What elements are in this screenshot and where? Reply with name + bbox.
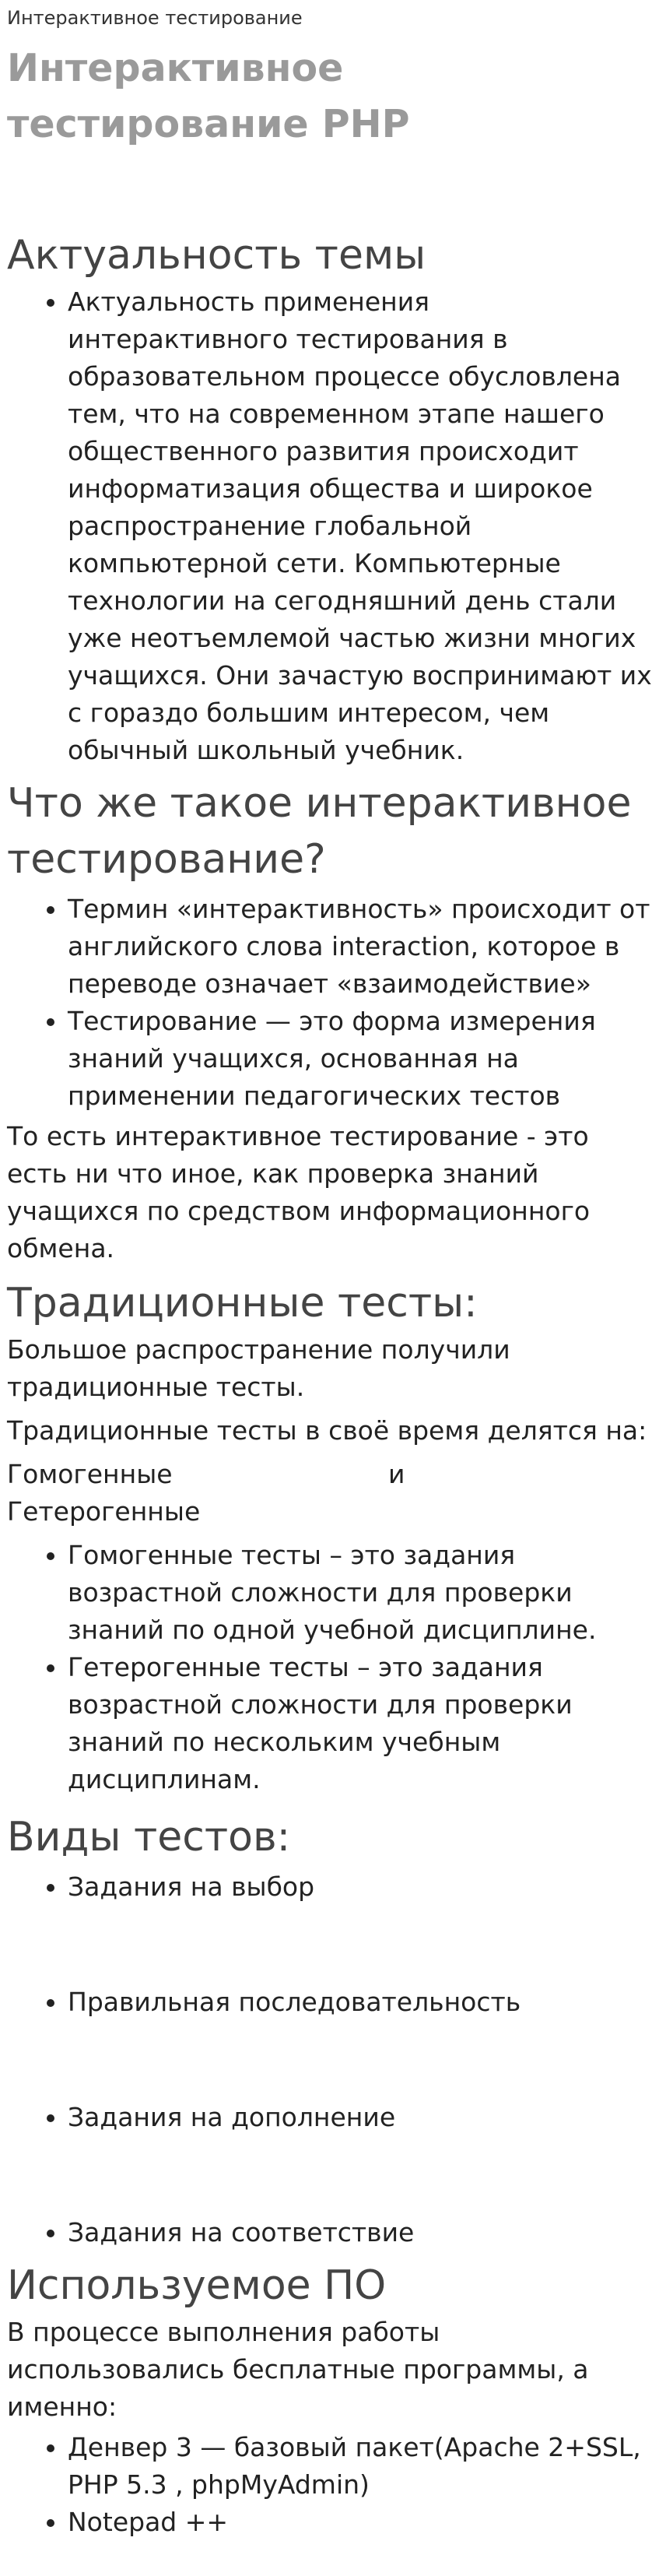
list-item: • Задания на выбор	[68, 1868, 653, 1906]
section-heading-software: Используемое ПО	[7, 2262, 387, 2309]
software-paragraph: В процессе выполнения работы использовались бесплатные программы, а именно:	[7, 2317, 589, 2422]
section-relevance	[7, 227, 653, 769]
section-what-is	[7, 775, 653, 1267]
traditional-paragraph-2: Традиционные тесты в своё время делятся на:	[7, 1415, 647, 1446]
traditional-list	[7, 1537, 653, 1798]
section-heading-what-is: Что же такое интерактивное тестирование?	[7, 780, 632, 883]
test-type-homogeneous: Гомогенные	[7, 1459, 173, 1489]
document-title: Интерактивное тестирование PHP	[7, 46, 410, 146]
list-item: • Гомогенные тесты – это задания возрастной сложности для проверки знаний по одной учебной дисциплине.	[68, 1537, 653, 1649]
list-item: • Гетерогенные тесты – это задания возрастной сложности для проверки знаний по нескольким учебным дисциплинам.	[68, 1649, 653, 1798]
kinds-list	[7, 1868, 653, 2251]
what-is-paragraph: То есть интерактивное тестирование - это есть ни что иное, как проверка знаний учащихся по средством информационного обмена.	[7, 1121, 591, 1263]
test-types-row	[7, 1456, 653, 1493]
relevance-list	[7, 283, 653, 769]
list-item: • Актуальность применения интерактивного тестирования в образовательном процессе обусловлена тем, что на современном этапе нашего общественного развития происходит информатизация общества и широкое распространение глобальной компьютерной сети. Компьютерные технологии на сегодняшний день стали уже неотъемлемой частью жизни многих учащихся. Они зачастую воспринимают их с гораздо большим интересом, чем обычный школьный учебник.	[68, 283, 653, 769]
section-traditional	[7, 1275, 653, 1798]
list-item: • Задания на соответствие	[68, 2214, 653, 2251]
section-kinds	[7, 1809, 653, 2251]
section-heading-traditional: Традиционные тесты:	[7, 1280, 478, 1327]
list-item: • Notepad ++	[68, 2504, 653, 2541]
section-heading-kinds: Виды тестов:	[7, 1814, 291, 1861]
list-item: • Тестирование — это форма измерения знаний учащихся, основанная на применении педагогических тестов	[68, 1003, 653, 1115]
list-item: • Правильная последовательность	[68, 1984, 653, 2021]
list-item: • Термин «интерактивность» происходит от английского слова interaction, которое в переводе означает «взаимодействие»	[68, 891, 653, 1003]
what-is-list	[7, 891, 653, 1115]
test-type-heterogeneous: Гетерогенные	[7, 1496, 201, 1527]
traditional-paragraph-1: Большое распространение получили традиционные тесты.	[7, 1334, 510, 1402]
document-page	[0, 5, 653, 2541]
document-label: Интерактивное тестирование	[7, 7, 303, 29]
list-item: • Денвер 3 — базовый пакет(Apache 2+SSL, PHP 5.3 , phpMyAdmin)	[68, 2429, 653, 2504]
list-item: • Задания на дополнение	[68, 2099, 653, 2136]
software-list	[7, 2429, 653, 2541]
section-software	[7, 2258, 653, 2541]
section-heading-relevance: Актуальность темы	[7, 232, 426, 279]
test-type-conjunction: и	[388, 1459, 405, 1489]
